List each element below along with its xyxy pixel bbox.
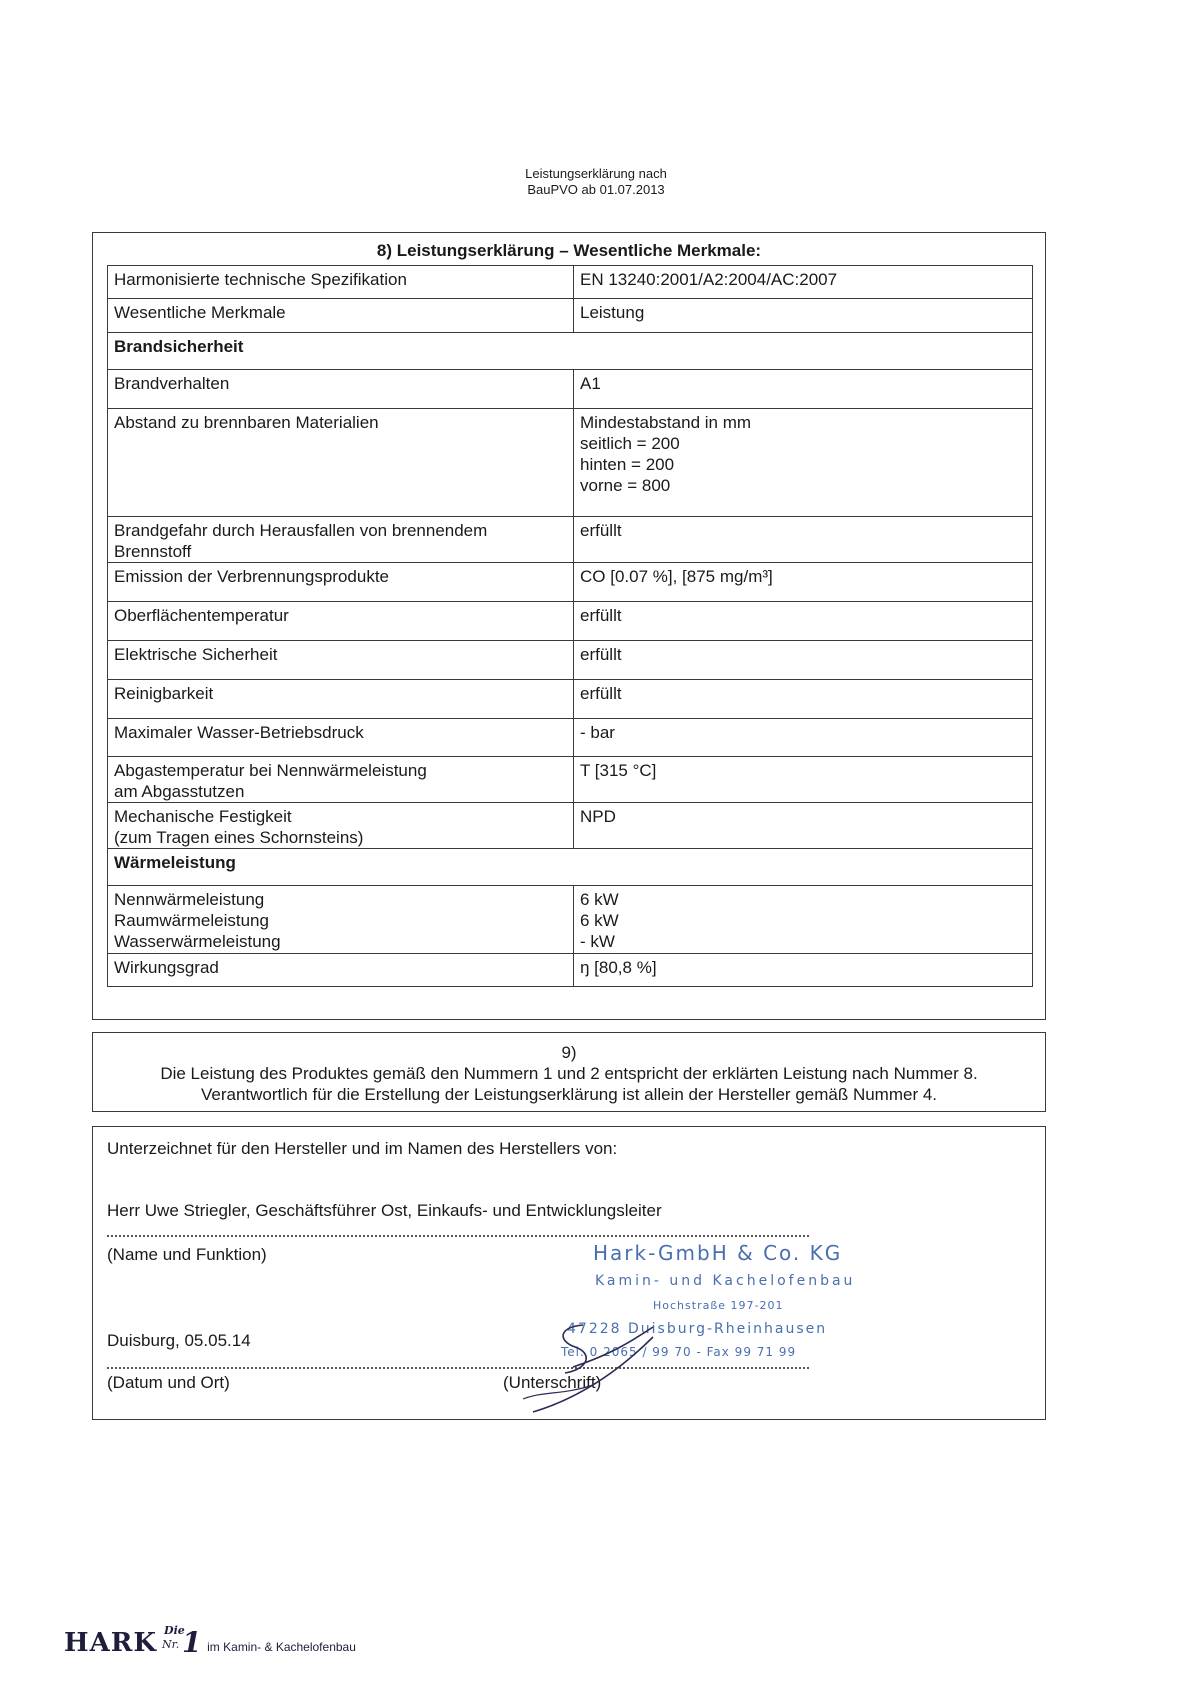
table-row [108,849,1033,886]
table-row [108,803,1033,849]
fire-risk-label: Brandgefahr durch Herausfallen von brennendem Brennstoff [108,517,574,563]
signature-box [92,1126,1046,1420]
table-row [108,266,1033,299]
place-caption: (Datum und Ort) [107,1373,230,1392]
efficiency-label: Wirkungsgrad [108,954,574,987]
water-pressure-label: Maximaler Wasser-Betriebsdruck [108,719,574,757]
stamp-street: Hochstraße 197-201 [653,1299,784,1312]
section-9-line-1: Die Leistung des Produktes gemäß den Nummern 1 und 2 entspricht der erklärten Leistung nach Nummer 8. [160,1064,978,1083]
header-line-1: Leistungserklärung nach [525,166,667,181]
section-heading-fire-safety: Brandsicherheit [108,333,1033,370]
section-heading-heat-output: Wärmeleistung [108,849,1033,886]
electrical-safety-value: erfüllt [574,641,1033,680]
distance-value: Mindestabstand in mm seitlich = 200 hinten = 200 vorne = 800 [574,409,1033,517]
stamp-city: 47228 Duisburg-Rheinhausen [567,1321,828,1337]
section-9-box [92,1032,1046,1112]
fire-behaviour-value: A1 [574,370,1033,409]
table-row [108,757,1033,803]
performance-header: Leistung [574,299,1033,333]
footer-logo [64,1624,356,1659]
dotted-line [107,1235,809,1237]
section-9-text [93,1033,1045,1105]
place-date: Duisburg, 05.05.14 [107,1331,251,1350]
heat-output-labels: Nennwärmeleistung Raumwärmeleistung Wasserwärmeleistung [108,886,574,954]
table-row [108,680,1033,719]
table-row [108,954,1033,987]
document-header [0,166,1192,198]
fire-behaviour-label: Brandverhalten [108,370,574,409]
spec-value: EN 13240:2001/A2:2004/AC:2007 [574,266,1033,299]
table-row [108,602,1033,641]
surface-temperature-label: Oberflächentemperatur [108,602,574,641]
footer-brand: HARK [64,1628,157,1658]
section-9-line-2: Verantwortlich für die Erstellung der Leistungserklärung ist allein der Hersteller gemäß Nummer 4. [200,1085,938,1104]
footer-badge [162,1624,202,1659]
heat-output-values: 6 kW 6 kW - kW [574,886,1033,954]
characteristics-header: Wesentliche Merkmale [108,299,574,333]
mechanical-strength-label: Mechanische Festigkeit (zum Tragen eines Schornsteins) [108,803,574,849]
distance-label: Abstand zu brennbaren Materialien [108,409,574,517]
table-row [108,409,1033,517]
emission-label: Emission der Verbrennungsprodukte [108,563,574,602]
water-pressure-value: - bar [574,719,1033,757]
surface-temperature-value: erfüllt [574,602,1033,641]
table-row [108,719,1033,757]
footer-badge-num: 1 [182,1626,202,1659]
signer-name: Herr Uwe Striegler, Geschäftsführer Ost, Einkaufs- und Entwicklungsleiter [107,1201,662,1220]
stamp-company: Hark-GmbH & Co. KG [593,1241,843,1265]
dotted-line [107,1367,809,1369]
section-9-number: 9) [561,1043,577,1062]
signature-caption: (Unterschrift) [503,1373,602,1392]
mechanical-strength-value: NPD [574,803,1033,849]
cleanability-label: Reinigbarkeit [108,680,574,719]
table-row [108,299,1033,333]
table-row [108,886,1033,954]
stamp-subtitle: Kamin- und Kachelofenbau [595,1273,856,1289]
electrical-safety-label: Elektrische Sicherheit [108,641,574,680]
table-row [108,517,1033,563]
flue-gas-temperature-label: Abgastemperatur bei Nennwärmeleistung am Abgasstutzen [108,757,574,803]
footer-tagline: im Kamin- & Kachelofenbau [207,1640,356,1654]
efficiency-value: ŋ [80,8 %] [574,954,1033,987]
footer-badge-top: Die [164,1624,185,1637]
characteristics-table [107,265,1033,987]
signature-intro: Unterzeichnet für den Hersteller und im Namen des Herstellers von: [107,1139,618,1158]
section-8-box [92,232,1046,1020]
name-caption: (Name und Funktion) [107,1245,267,1264]
fire-risk-value: erfüllt [574,517,1033,563]
table-row [108,641,1033,680]
handwritten-signature [503,1307,673,1417]
flue-gas-temperature-value: T [315 °C] [574,757,1033,803]
footer-badge-nr: Nr. [162,1638,180,1651]
table-row [108,563,1033,602]
cleanability-value: erfüllt [574,680,1033,719]
spec-label: Harmonisierte technische Spezifikation [108,266,574,299]
table-row [108,333,1033,370]
emission-value: CO [0.07 %], [875 mg/m³] [574,563,1033,602]
section-8-title: 8) Leistungserklärung – Wesentliche Merkmale: [376,241,762,260]
header-line-2: BauPVO ab 01.07.2013 [527,182,665,197]
table-row [108,370,1033,409]
stamp-phone: Tel. 0 2065 / 99 70 - Fax 99 71 99 [561,1345,797,1359]
